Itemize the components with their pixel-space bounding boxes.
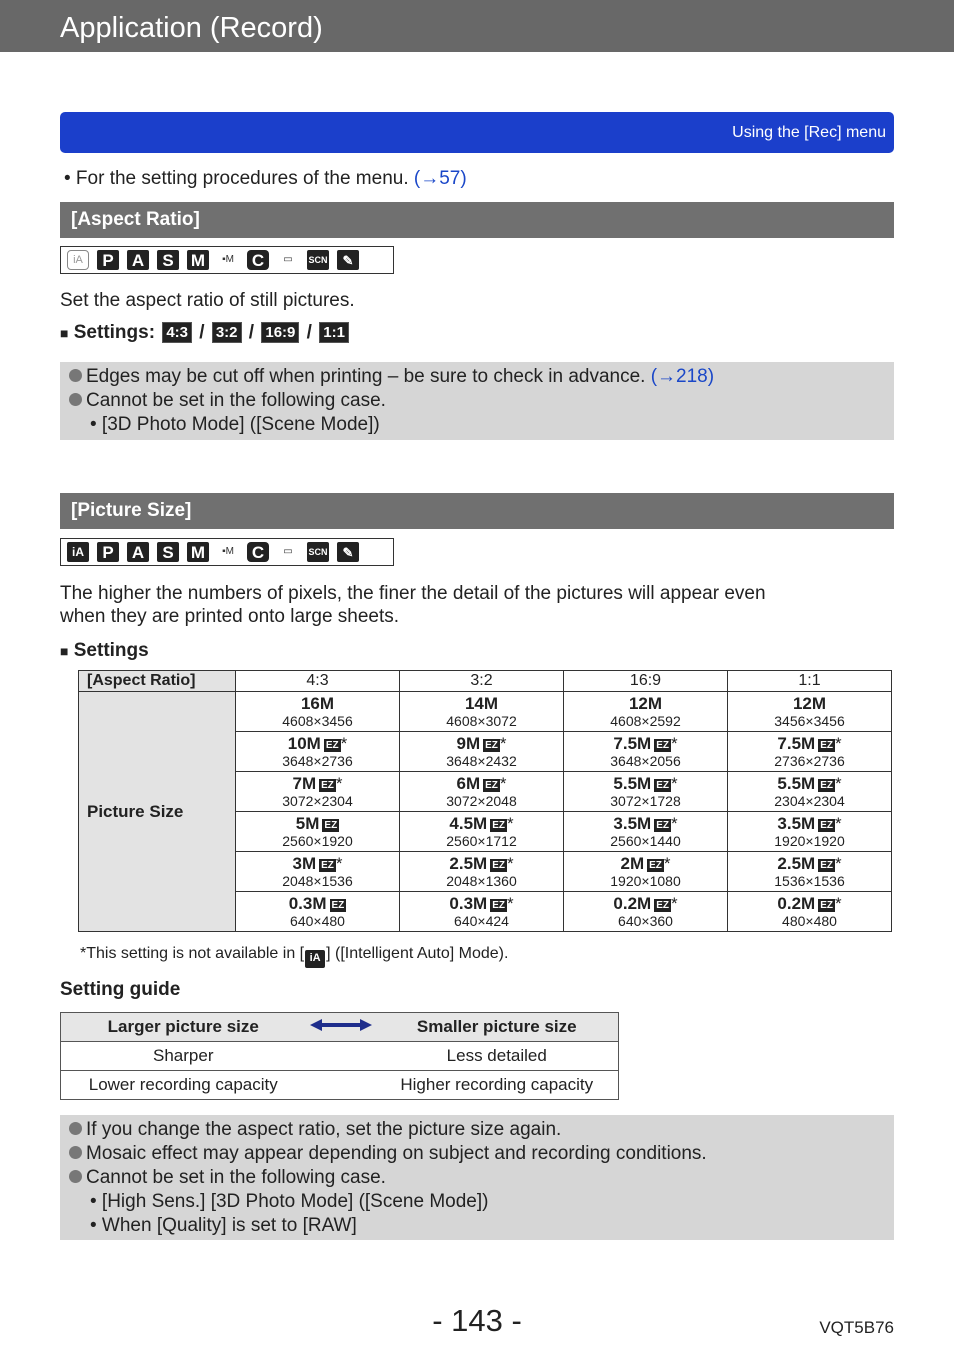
- header-bar: [0, 0, 954, 52]
- footnote-asterisk: *: [335, 774, 343, 793]
- guide-cell-right: Less detailed: [376, 1042, 619, 1071]
- size-label: 0.2M: [777, 894, 816, 913]
- creative-video-mode-icon: ▪M: [222, 254, 234, 265]
- intro-page-link[interactable]: (→57): [413, 168, 467, 189]
- extended-zoom-icon: EZ: [485, 780, 498, 791]
- resolution-value: 3072×2048: [446, 793, 517, 809]
- megapixel-value: [400, 814, 563, 833]
- size-cell: [236, 732, 400, 772]
- size-label: 16M: [300, 694, 335, 713]
- size-label: 10M: [287, 734, 321, 753]
- megapixel-value: [400, 894, 563, 913]
- megapixel-value: [564, 694, 727, 713]
- resolution-value: 1536×1536: [774, 873, 845, 889]
- size-cell: [728, 772, 892, 812]
- megapixel-value: [728, 894, 891, 913]
- resolution-value: 2048×1360: [446, 873, 517, 889]
- resolution-value: 1920×1080: [610, 873, 681, 889]
- aspect-ratio-header-cell: [Aspect Ratio]: [79, 671, 236, 692]
- footnote-asterisk: *: [499, 734, 507, 753]
- picture-size-description: [60, 582, 766, 628]
- square-bullet-icon: ■: [60, 325, 69, 341]
- size-cell: [236, 892, 400, 932]
- setting-guide-title: Setting guide: [60, 979, 181, 1000]
- footnote-asterisk: *: [499, 774, 507, 793]
- resolution-value: 640×360: [618, 913, 673, 929]
- extended-zoom-icon: EZ: [321, 780, 334, 791]
- aspect-option-3-2: 3:2: [212, 322, 242, 343]
- resolution-value: 2560×1712: [446, 833, 517, 849]
- size-cell: [400, 892, 564, 932]
- note-item: [60, 365, 894, 389]
- note-item: [60, 1142, 894, 1166]
- footnote-asterisk: *: [663, 854, 671, 873]
- picture-size-table: [78, 670, 892, 932]
- resolution-value: 2560×1920: [282, 833, 353, 849]
- megapixel-value: [400, 734, 563, 753]
- guide-header-left: Larger picture size: [61, 1013, 306, 1042]
- note-text: Cannot be set in the following case.: [86, 1167, 386, 1188]
- size-label: 12M: [792, 694, 827, 713]
- footnote-asterisk: *: [834, 894, 842, 913]
- guide-cell-left: Sharper: [61, 1042, 306, 1071]
- table-row: [79, 692, 892, 732]
- page-header-title: Application (Record): [60, 12, 323, 44]
- m-mode-icon: M: [187, 250, 209, 270]
- extended-zoom-icon: EZ: [331, 900, 345, 911]
- resolution-value: 480×480: [782, 913, 837, 929]
- sub-note: • [High Sens.] [3D Photo Mode] ([Scene Mode]): [90, 1191, 489, 1212]
- bullet-dot-icon: [69, 393, 82, 406]
- extended-zoom-icon: EZ: [820, 900, 833, 911]
- megapixel-value: [236, 734, 399, 753]
- footnote-asterisk: *: [506, 894, 514, 913]
- aspect-ratio-heading-bar: [60, 202, 894, 238]
- scene-mode-icon: SCN: [307, 250, 329, 270]
- size-cell: [564, 692, 728, 732]
- size-cell: [564, 812, 728, 852]
- extended-zoom-icon: EZ: [656, 780, 669, 791]
- size-label: 12M: [628, 694, 663, 713]
- size-label: 5.5M: [777, 774, 816, 793]
- size-label: 0.2M: [613, 894, 652, 913]
- ia-mode-icon: iA: [305, 950, 325, 968]
- size-cell: [400, 852, 564, 892]
- note-text: If you change the aspect ratio, set the picture size again.: [86, 1119, 562, 1140]
- resolution-value: 3072×1728: [610, 793, 681, 809]
- setting-guide-table: [60, 1012, 619, 1100]
- extended-zoom-icon: EZ: [656, 740, 669, 751]
- megapixel-value: [728, 814, 891, 833]
- footnote-asterisk: *: [335, 854, 343, 873]
- column-header: 16:9: [564, 671, 728, 692]
- document-code: VQT5B76: [819, 1318, 894, 1337]
- aspect-ratio-title: [Aspect Ratio]: [71, 209, 200, 230]
- scene-mode-icon: SCN: [307, 542, 329, 562]
- footnote-asterisk: *: [834, 774, 842, 793]
- size-label: 0.3M: [288, 894, 327, 913]
- extended-zoom-icon: EZ: [325, 740, 339, 751]
- footnote-asterisk: *: [340, 734, 348, 753]
- size-label: 7.5M: [777, 734, 816, 753]
- ia-mode-icon: iA: [67, 542, 89, 562]
- megapixel-value: [728, 734, 891, 753]
- aspect-option-4-3: 4:3: [162, 322, 192, 343]
- note-item: [60, 389, 894, 413]
- size-label: 5.5M: [613, 774, 652, 793]
- megapixel-value: [564, 894, 727, 913]
- footnote-asterisk: *: [670, 814, 678, 833]
- ia-mode-icon: iA: [67, 250, 89, 270]
- picture-size-mode-icons: [60, 538, 394, 566]
- resolution-value: 3072×2304: [282, 793, 353, 809]
- guide-cell-right: Higher recording capacity: [376, 1071, 619, 1100]
- size-label: 2.5M: [449, 854, 488, 873]
- a-mode-icon: A: [127, 250, 149, 270]
- size-label: 14M: [464, 694, 499, 713]
- size-cell: [400, 812, 564, 852]
- a-mode-icon: A: [127, 542, 149, 562]
- megapixel-value: [728, 774, 891, 793]
- aspect-option-16-9: 16:9: [261, 322, 299, 343]
- megapixel-value: [728, 854, 891, 873]
- resolution-value: 4608×3456: [282, 713, 353, 729]
- megapixel-value: [728, 694, 891, 713]
- footnote-asterisk: *: [670, 734, 678, 753]
- extended-zoom-icon: EZ: [656, 820, 669, 831]
- extended-zoom-icon: EZ: [820, 780, 833, 791]
- picture-size-settings-label: [60, 640, 149, 662]
- size-cell: [564, 892, 728, 932]
- guide-row: [61, 1071, 619, 1100]
- size-cell: [728, 892, 892, 932]
- resolution-value: 640×480: [290, 913, 345, 929]
- megapixel-value: [236, 694, 399, 713]
- intro-line: [64, 168, 467, 190]
- size-cell: [400, 692, 564, 732]
- size-label: 7.5M: [613, 734, 652, 753]
- footnote-text: *This setting is not available in [: [80, 945, 305, 962]
- size-cell: [400, 732, 564, 772]
- picture-size-heading-bar: [60, 493, 894, 529]
- bullet-dot-icon: [69, 369, 82, 382]
- custom-mode-icon: C: [247, 542, 269, 562]
- p-mode-icon: P: [97, 542, 119, 562]
- bullet-dot-icon: [69, 1122, 82, 1135]
- sub-note: • When [Quality] is set to [RAW]: [90, 1215, 357, 1236]
- size-label: 5M: [295, 814, 320, 833]
- creative-video-mode-icon: ▪M: [222, 546, 234, 557]
- extended-zoom-icon: EZ: [492, 900, 505, 911]
- m-mode-icon: M: [187, 542, 209, 562]
- megapixel-value: [564, 854, 727, 873]
- table-header-row: [79, 671, 892, 692]
- extended-zoom-icon: EZ: [656, 900, 669, 911]
- extended-zoom-icon: EZ: [324, 820, 338, 831]
- aspect-ratio-notes: [60, 362, 894, 440]
- size-cell: [564, 852, 728, 892]
- size-cell: [236, 772, 400, 812]
- extended-zoom-icon: EZ: [820, 860, 833, 871]
- custom-mode-icon: C: [247, 250, 269, 270]
- resolution-value: 3648×2432: [446, 753, 517, 769]
- creative-control-icon: ✎: [337, 250, 359, 270]
- column-header: 4:3: [236, 671, 400, 692]
- panorama-mode-icon: ▭: [283, 546, 293, 557]
- megapixel-value: [400, 774, 563, 793]
- megapixel-value: [564, 734, 727, 753]
- size-label: 2M: [620, 854, 645, 873]
- size-cell: [728, 852, 892, 892]
- bullet-dot-icon: [69, 1146, 82, 1159]
- note-page-link[interactable]: (→218): [650, 366, 715, 387]
- size-label: 2.5M: [777, 854, 816, 873]
- extended-zoom-icon: EZ: [649, 860, 662, 871]
- creative-control-icon: ✎: [337, 542, 359, 562]
- resolution-value: 1920×1920: [774, 833, 845, 849]
- s-mode-icon: S: [157, 542, 179, 562]
- footnote-asterisk: *: [670, 774, 678, 793]
- double-arrow-icon: [306, 1013, 376, 1042]
- guide-row: [61, 1042, 619, 1071]
- sub-note: • [3D Photo Mode] ([Scene Mode]): [90, 414, 380, 435]
- extended-zoom-icon: EZ: [820, 820, 833, 831]
- guide-header-right: Smaller picture size: [376, 1013, 619, 1042]
- column-header: 3:2: [400, 671, 564, 692]
- picture-size-row-label: Picture Size: [79, 692, 236, 932]
- size-label: 4.5M: [449, 814, 488, 833]
- footnote-asterisk: *: [670, 894, 678, 913]
- size-cell: [564, 772, 728, 812]
- extended-zoom-icon: EZ: [492, 820, 505, 831]
- megapixel-value: [400, 854, 563, 873]
- settings-label: Settings: [73, 640, 149, 661]
- size-label: 9M: [456, 734, 481, 753]
- size-cell: [236, 812, 400, 852]
- note-text: Mosaic effect may appear depending on subject and recording conditions.: [86, 1143, 707, 1164]
- footnote-asterisk: *: [834, 734, 842, 753]
- column-header: 1:1: [728, 671, 892, 692]
- size-cell: [236, 852, 400, 892]
- aspect-option-1-1: 1:1: [319, 322, 349, 343]
- p-mode-icon: P: [97, 250, 119, 270]
- resolution-value: 2736×2736: [774, 753, 845, 769]
- size-cell: [728, 732, 892, 772]
- footnote-text: ] ([Intelligent Auto] Mode).: [326, 945, 509, 962]
- settings-label: Settings:: [73, 322, 156, 343]
- guide-header-row: [61, 1013, 619, 1042]
- aspect-ratio-mode-icons: [60, 246, 394, 274]
- size-cell: [728, 812, 892, 852]
- megapixel-value: [564, 814, 727, 833]
- megapixel-value: [236, 774, 399, 793]
- footnote-asterisk: *: [834, 814, 842, 833]
- bullet-dot-icon: [69, 1170, 82, 1183]
- resolution-value: 3648×2056: [610, 753, 681, 769]
- note-item: [60, 1118, 894, 1142]
- resolution-value: 3648×2736: [282, 753, 353, 769]
- guide-cell-left: Lower recording capacity: [61, 1071, 306, 1100]
- resolution-value: 4608×3072: [446, 713, 517, 729]
- extended-zoom-icon: EZ: [485, 740, 498, 751]
- footnote-asterisk: *: [506, 854, 514, 873]
- size-label: 3M: [292, 854, 317, 873]
- extended-zoom-icon: EZ: [492, 860, 505, 871]
- megapixel-value: [236, 854, 399, 873]
- aspect-ratio-description: Set the aspect ratio of still pictures.: [60, 290, 355, 311]
- extended-zoom-icon: EZ: [820, 740, 833, 751]
- megapixel-value: [236, 894, 399, 913]
- size-cell: [400, 772, 564, 812]
- resolution-value: 2048×1536: [282, 873, 353, 889]
- description-line: when they are printed onto large sheets.: [60, 606, 400, 627]
- footnote-asterisk: *: [506, 814, 514, 833]
- picture-size-notes: [60, 1115, 894, 1240]
- size-cell: [564, 732, 728, 772]
- resolution-value: 4608×2592: [610, 713, 681, 729]
- square-bullet-icon: ■: [60, 643, 69, 659]
- megapixel-value: [236, 814, 399, 833]
- extended-zoom-icon: EZ: [321, 860, 334, 871]
- intro-text: • For the setting procedures of the menu.: [64, 168, 409, 189]
- note-text: Cannot be set in the following case.: [86, 390, 386, 411]
- aspect-ratio-settings-line: ■ Settings: 4:3 / 3:2 / 16:9 / 1:1: [60, 322, 351, 344]
- description-line: The higher the numbers of pixels, the finer the detail of the pictures will appear even: [60, 583, 766, 604]
- size-label: 3.5M: [613, 814, 652, 833]
- size-cell: [236, 692, 400, 732]
- footnote: [80, 945, 508, 968]
- section-nav-bar: [60, 112, 894, 153]
- resolution-value: 3456×3456: [774, 713, 845, 729]
- megapixel-value: [400, 694, 563, 713]
- size-label: 6M: [456, 774, 481, 793]
- size-label: 7M: [292, 774, 317, 793]
- page-number: - 143 -: [432, 1303, 522, 1338]
- megapixel-value: [564, 774, 727, 793]
- panorama-mode-icon: ▭: [283, 254, 293, 265]
- section-nav-label: Using the [Rec] menu: [732, 124, 886, 141]
- note-item: [60, 1166, 894, 1190]
- note-text: Edges may be cut off when printing – be sure to check in advance.: [86, 366, 646, 387]
- resolution-value: 2304×2304: [774, 793, 845, 809]
- size-label: 3.5M: [777, 814, 816, 833]
- size-label: 0.3M: [449, 894, 488, 913]
- resolution-value: 2560×1440: [610, 833, 681, 849]
- s-mode-icon: S: [157, 250, 179, 270]
- footnote-asterisk: *: [834, 854, 842, 873]
- size-cell: [728, 692, 892, 732]
- picture-size-title: [Picture Size]: [71, 500, 192, 521]
- resolution-value: 640×424: [454, 913, 509, 929]
